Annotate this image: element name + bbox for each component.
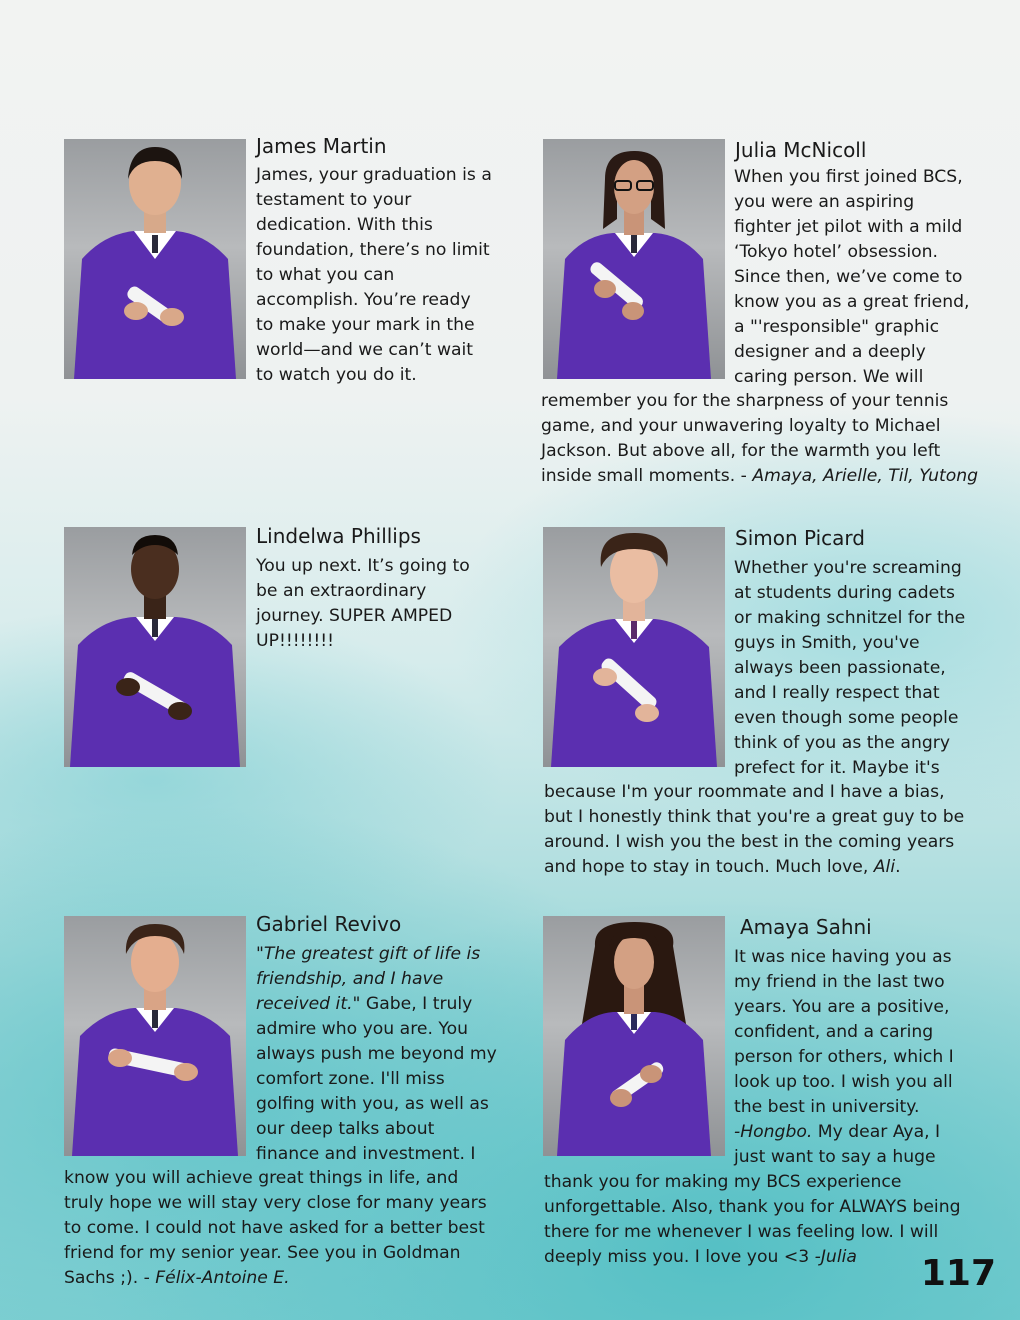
text-line: finance and investment. I bbox=[256, 1144, 476, 1164]
graduate-portrait bbox=[64, 139, 246, 379]
text-line: foundation, there’s no limit bbox=[256, 240, 490, 260]
text-fragment: inside small moments. - bbox=[541, 466, 753, 486]
tribute-text bbox=[734, 945, 1004, 1170]
portrait-image bbox=[64, 139, 246, 379]
tribute-text-continued bbox=[541, 389, 1011, 489]
text-line bbox=[256, 992, 518, 1017]
text-line: UP!!!!!!!! bbox=[256, 631, 335, 651]
text-line: look up too. I wish you all bbox=[734, 1072, 953, 1092]
text-line: Since then, we’ve come to bbox=[734, 267, 963, 287]
text-fragment: and hope to stay in touch. Much love, bbox=[544, 857, 874, 877]
text-line: and I really respect that bbox=[734, 683, 940, 703]
text-line: around. I wish you the best in the coming years bbox=[544, 832, 955, 852]
text-line: fighter jet pilot with a mild bbox=[734, 217, 963, 237]
text-line: journey. SUPER AMPED bbox=[256, 606, 453, 626]
portrait-image bbox=[64, 527, 246, 767]
quote-line: received it." bbox=[256, 994, 361, 1014]
text-line: world—and we can’t wait bbox=[256, 340, 474, 360]
text-line: know you will achieve great things in life, and bbox=[64, 1168, 459, 1188]
graduate-name: Julia McNicoll bbox=[735, 138, 867, 162]
page-number: 117 bbox=[920, 1253, 996, 1294]
text-line: person for others, which I bbox=[734, 1047, 954, 1067]
text-line: because I'm your roommate and I have a bias, bbox=[544, 782, 945, 802]
text-line: think of you as the angry bbox=[734, 733, 950, 753]
text-line bbox=[256, 942, 518, 967]
text-line: you were an aspiring bbox=[734, 192, 915, 212]
graduate-portrait bbox=[64, 527, 246, 767]
text-line: It was nice having you as bbox=[734, 947, 952, 967]
text-line: accomplish. You’re ready bbox=[256, 290, 471, 310]
signature: Ali bbox=[873, 857, 896, 877]
text-line: comfort zone. I'll miss bbox=[256, 1069, 445, 1089]
text-fragment: deeply miss you. I love you <3 bbox=[544, 1247, 815, 1267]
text-line: my friend in the last two bbox=[734, 972, 945, 992]
text-line: Jackson. But above all, for the warmth you left bbox=[541, 441, 941, 461]
signature: -Julia bbox=[814, 1247, 857, 1267]
tribute-text-continued bbox=[544, 780, 1014, 880]
text-line: testament to your bbox=[256, 190, 412, 210]
text-line bbox=[734, 1120, 1004, 1145]
text-line: golfing with you, as well as bbox=[256, 1094, 489, 1114]
text-line: thank you for making my BCS experience bbox=[544, 1172, 902, 1192]
text-line: ‘Tokyo hotel’ obsession. bbox=[734, 242, 938, 262]
portrait-image bbox=[64, 916, 246, 1156]
text-line bbox=[256, 967, 518, 992]
text-line: even though some people bbox=[734, 708, 959, 728]
signature: -Hongbo. bbox=[734, 1122, 813, 1142]
text-line: unforgettable. Also, thank you for ALWAYS being bbox=[544, 1197, 961, 1217]
text-line: dedication. With this bbox=[256, 215, 433, 235]
text-line: designer and a deeply bbox=[734, 342, 926, 362]
text-line: just want to say a huge bbox=[734, 1147, 936, 1167]
tribute-text bbox=[256, 942, 518, 1167]
portrait-image bbox=[543, 527, 725, 767]
text-line: confident, and a caring bbox=[734, 1022, 934, 1042]
text-line: Whether you're screaming bbox=[734, 558, 962, 578]
text-fragment: . bbox=[895, 857, 901, 877]
text-line: prefect for it. Maybe it's bbox=[734, 758, 940, 778]
graduate-name: Gabriel Revivo bbox=[256, 912, 402, 936]
signature: Félix-Antoine E. bbox=[155, 1268, 290, 1288]
text-line: You up next. It’s going to bbox=[256, 556, 470, 576]
text-line: caring person. We will bbox=[734, 367, 924, 387]
text-line: the best in university. bbox=[734, 1097, 920, 1117]
tribute-text bbox=[256, 163, 516, 388]
portrait-image bbox=[543, 916, 725, 1156]
text-line: friend for my senior year. See you in Goldman bbox=[64, 1243, 461, 1263]
text-fragment: My dear Aya, I bbox=[812, 1122, 941, 1142]
text-line: James, your graduation is a bbox=[256, 165, 492, 185]
text-line bbox=[64, 1266, 534, 1291]
text-line: be an extraordinary bbox=[256, 581, 427, 601]
text-line: game, and your unwavering loyalty to Michael bbox=[541, 416, 941, 436]
text-line: years. You are a positive, bbox=[734, 997, 950, 1017]
quote-line: "The greatest gift of life is bbox=[256, 944, 481, 964]
text-fragment: Gabe, I truly bbox=[360, 994, 473, 1014]
graduate-name: Amaya Sahni bbox=[740, 915, 872, 939]
text-line: to what you can bbox=[256, 265, 395, 285]
graduate-portrait bbox=[64, 916, 246, 1156]
text-line: truly hope we will stay very close for many years bbox=[64, 1193, 487, 1213]
signature: Amaya, Arielle, Til, Yutong bbox=[752, 466, 979, 486]
graduate-name: Lindelwa Phillips bbox=[256, 524, 421, 548]
text-line: remember you for the sharpness of your tennis bbox=[541, 391, 949, 411]
text-line: our deep talks about bbox=[256, 1119, 435, 1139]
text-fragment: Sachs ;). - bbox=[64, 1268, 156, 1288]
tribute-text bbox=[734, 556, 1004, 781]
text-line: or making schnitzel for the bbox=[734, 608, 966, 628]
text-line bbox=[541, 464, 1011, 489]
text-line: guys in Smith, you've bbox=[734, 633, 920, 653]
graduate-portrait bbox=[543, 527, 725, 767]
text-line: to watch you do it. bbox=[256, 365, 417, 385]
tribute-text bbox=[256, 554, 516, 654]
text-line bbox=[544, 855, 1014, 880]
text-line: always push me beyond my bbox=[256, 1044, 497, 1064]
graduate-portrait bbox=[543, 916, 725, 1156]
graduate-name: James Martin bbox=[256, 134, 387, 158]
text-line: When you first joined BCS, bbox=[734, 167, 963, 187]
text-line: at students during cadets bbox=[734, 583, 955, 603]
text-line: know you as a great friend, bbox=[734, 292, 970, 312]
text-line: but I honestly think that you're a great guy to be bbox=[544, 807, 965, 827]
quote-line: friendship, and I have bbox=[256, 969, 444, 989]
tribute-text-continued bbox=[64, 1166, 534, 1291]
text-line: to come. I could not have asked for a better best bbox=[64, 1218, 485, 1238]
tribute-text bbox=[734, 165, 1004, 390]
text-line: admire who you are. You bbox=[256, 1019, 469, 1039]
text-line: a "'responsible" graphic bbox=[734, 317, 940, 337]
graduate-name: Simon Picard bbox=[735, 526, 865, 550]
graduate-portrait bbox=[543, 139, 725, 379]
text-line: always been passionate, bbox=[734, 658, 946, 678]
text-line: there for me whenever I was feeling low. I will bbox=[544, 1222, 939, 1242]
portrait-image bbox=[543, 139, 725, 379]
text-line: to make your mark in the bbox=[256, 315, 475, 335]
